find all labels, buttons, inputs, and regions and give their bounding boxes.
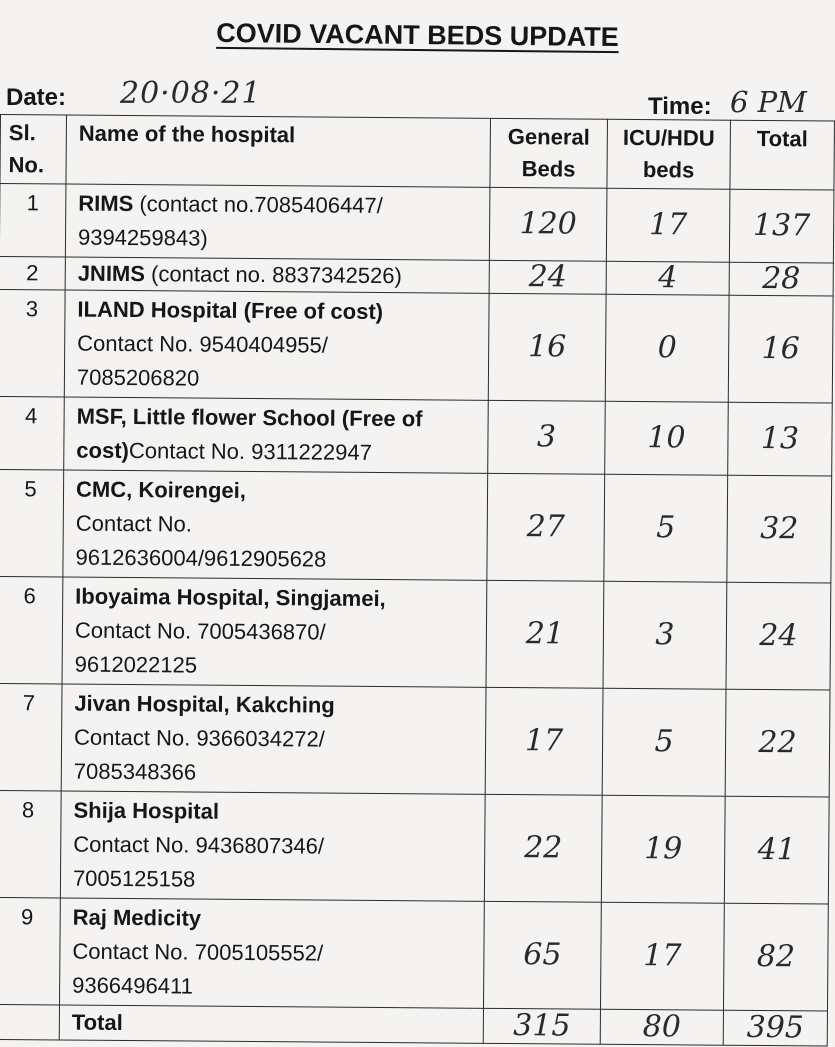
table-row	[0, 184, 834, 264]
total-beds: 16	[728, 295, 833, 403]
icu-hdu-beds: 10	[605, 401, 729, 475]
icu-hdu-beds: 3	[603, 581, 727, 689]
total-general-beds: 315	[483, 1008, 600, 1044]
table-row	[0, 469, 832, 583]
total-beds: 13	[728, 402, 833, 476]
hospital-contact-line3: 9612022125	[74, 651, 198, 678]
header-general-line1: General	[507, 123, 590, 150]
hospital-name-cell	[62, 577, 487, 687]
hospital-contact-line3: 7085348366	[73, 758, 197, 785]
hospital-name-cell	[64, 397, 489, 473]
row-sl: 2	[0, 256, 65, 290]
icu-hdu-beds: 19	[601, 795, 725, 903]
total-beds: 22	[725, 689, 830, 797]
icu-hdu-beds: 5	[602, 688, 726, 796]
hospital-name: ILAND Hospital (Free of cost)	[77, 296, 384, 325]
time-value: 6 PM	[730, 85, 807, 119]
icu-hdu-beds: 4	[606, 261, 729, 295]
table-row	[0, 289, 833, 403]
icu-hdu-beds: 17	[600, 902, 724, 1010]
hospital-name-cell	[61, 684, 486, 794]
time-label: Time:	[648, 93, 712, 120]
row-sl: 9	[0, 897, 60, 1005]
hospital-contact-line2: 9394259843)	[77, 224, 208, 251]
hospital-name-cell	[65, 184, 490, 260]
table-row	[0, 897, 828, 1011]
row-sl: 8	[0, 790, 61, 898]
hospital-contact-line2: Contact No. 9540404955/	[77, 330, 329, 358]
hospital-name-cell	[60, 791, 485, 901]
total-label: Total	[59, 1005, 483, 1043]
header-hospital-name: Name of the hospital	[66, 115, 491, 187]
beds-table	[0, 114, 835, 1047]
general-beds: 3	[488, 400, 606, 474]
row-sl: 7	[0, 683, 62, 791]
beds-table-container	[0, 114, 835, 1047]
general-beds: 65	[483, 901, 601, 1009]
header-row	[0, 115, 834, 191]
hospital-contact: (contact no.7085406447/	[133, 191, 383, 219]
hospital-contact-line2: Contact No. 9366034272/	[74, 724, 325, 752]
hospital-name: CMC, Koirengei,	[75, 476, 247, 503]
total-beds: 137	[729, 189, 834, 263]
general-beds: 120	[489, 187, 607, 261]
hospital-name: Raj Medicity	[72, 904, 202, 931]
hospital-contact-line3: 7085206820	[76, 364, 200, 391]
table-row	[0, 790, 829, 904]
hospital-contact-line2: Contact No.	[75, 510, 193, 537]
row-sl: 5	[0, 469, 64, 577]
header-sl-line2: No.	[8, 152, 45, 178]
general-beds: 27	[487, 473, 605, 581]
hospital-contact-line3: 7005125158	[72, 865, 196, 892]
header-general-beds	[490, 118, 608, 188]
header-general-line2: Beds	[521, 156, 576, 182]
general-beds: 17	[485, 687, 603, 795]
hospital-name-cell	[60, 898, 485, 1008]
total-beds: 24	[726, 582, 831, 690]
hospital-contact-line2: Contact No. 9311222947	[128, 438, 373, 465]
page-title: COVID VACANT BEDS UPDATE	[216, 17, 619, 53]
total-beds: 28	[729, 262, 833, 296]
row-sl: 1	[0, 184, 66, 258]
hospital-name-cont: cost)	[76, 437, 130, 464]
header-icu-line1: ICU/HDU	[622, 124, 715, 151]
hospital-contact-line2: Contact No. 9436807346/	[73, 831, 325, 859]
hospital-contact-line2: Contact No. 7005105552/	[72, 938, 324, 966]
hospital-name: JNIMS	[77, 260, 146, 287]
total-row	[0, 1004, 827, 1046]
table-row	[0, 576, 831, 690]
hospital-contact-line2: Contact No. 7005436870/	[74, 617, 326, 645]
hospital-contact: (contact no. 8837342526)	[144, 261, 402, 289]
general-beds: 24	[489, 260, 606, 294]
hospital-name: Jivan Hospital, Kakching	[74, 690, 335, 718]
date-value: 20·08·21	[120, 76, 262, 111]
icu-hdu-beds: 0	[605, 294, 729, 402]
hospital-name: RIMS	[78, 190, 134, 217]
hospital-contact-line3: 9612636004/9612905628	[75, 544, 327, 572]
general-beds: 21	[486, 580, 604, 688]
hospital-name: MSF, Little flower School (Free of	[76, 403, 423, 432]
icu-hdu-beds: 5	[604, 474, 728, 582]
row-sl: 6	[0, 576, 63, 684]
total-beds: 82	[723, 903, 828, 1011]
header-icu-line2: beds	[642, 157, 695, 183]
hospital-name: Shija Hospital	[73, 797, 220, 824]
total-sl-empty	[0, 1004, 60, 1040]
table-row	[0, 683, 830, 797]
header-sl-no	[0, 115, 66, 185]
hospital-name-cell	[64, 290, 489, 400]
total-all-beds: 395	[723, 1010, 827, 1046]
hospital-contact-line3: 9366496411	[72, 972, 193, 999]
hospital-name-cell	[63, 470, 488, 580]
header-sl-line1: Sl.	[8, 120, 36, 146]
general-beds: 22	[484, 794, 602, 902]
total-beds: 41	[724, 796, 829, 904]
date-label: Date:	[6, 84, 67, 111]
general-beds: 16	[488, 293, 606, 401]
table-row	[0, 396, 832, 476]
header-total: Total	[730, 120, 835, 190]
row-sl: 4	[0, 396, 64, 470]
header-icu-hdu-beds	[607, 119, 731, 189]
hospital-name: Iboyaima Hospital, Singjamei,	[75, 583, 386, 612]
total-beds: 32	[727, 475, 832, 583]
total-icu-hdu-beds: 80	[600, 1009, 723, 1045]
row-sl: 3	[0, 289, 65, 397]
icu-hdu-beds: 17	[606, 188, 730, 262]
hospital-name-cell	[65, 257, 489, 293]
